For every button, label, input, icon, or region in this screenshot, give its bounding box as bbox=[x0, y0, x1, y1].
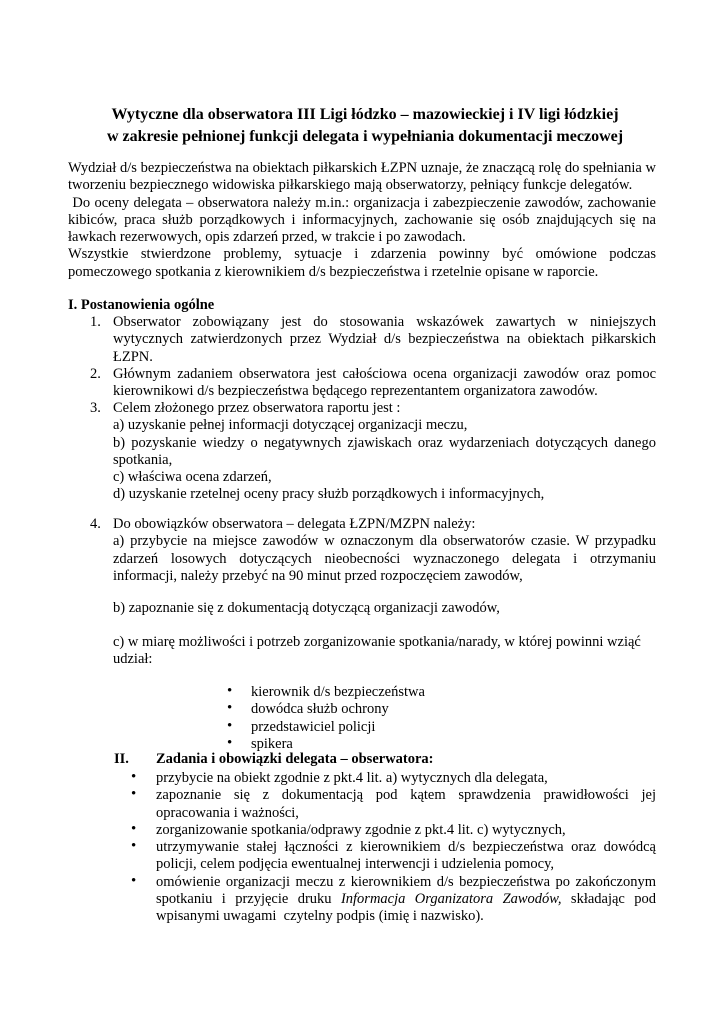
bullet-text: zorganizowanie spotkania/odprawy zgodnie z pkt.4 lit. c) wytycznych, bbox=[156, 821, 566, 838]
section-2-heading bbox=[114, 751, 674, 768]
bullet-icon: • bbox=[227, 700, 233, 717]
list-item-4-sub-c bbox=[68, 634, 656, 669]
list-item-3 bbox=[68, 400, 656, 504]
list-item-1 bbox=[68, 314, 656, 366]
title-line-1: Wytyczne dla obserwatora III Ligi łódzko – mazowieckiej i IV ligi łódzkiej bbox=[111, 106, 619, 123]
bullet-text-start: omówienie organizacji meczu z kierownikiem d/s bezpieczeństwa po zakończonym spotkaniu i przyjęcie druku bbox=[156, 873, 660, 908]
bullet-icon: • bbox=[131, 820, 137, 837]
bullet-icon: • bbox=[227, 683, 233, 699]
bullet-text: kierownik d/s bezpieczeństwa bbox=[251, 684, 425, 700]
item-sub-b: b) pozyskanie wiedzy o negatywnych zjawiskach oraz wydarzeniach dotyczących danego spotkania, bbox=[113, 434, 656, 468]
section-2-number: II. bbox=[114, 751, 129, 767]
bullet-item bbox=[124, 822, 656, 839]
item-sub-c: c) w miarę możliwości i potrzeb zorganizowanie spotkania/narady, w której powinni wziąć udział: bbox=[113, 634, 641, 668]
participants-bullet-list bbox=[224, 684, 524, 753]
list-item-4 bbox=[68, 516, 656, 585]
bullet-text: spikera bbox=[251, 735, 293, 752]
item-sub-c: c) właściwa ocena zdarzeń, bbox=[113, 469, 272, 486]
document-title bbox=[60, 104, 670, 148]
bullet-item bbox=[124, 787, 656, 822]
bullet-text: utrzymywanie stałej łączności z kierownikiem d/s bezpieczeństwa oraz dowódcą policji, celem podjęcia ewentualnej interwencji i udzielenia pomocy, bbox=[156, 839, 656, 873]
item-text: Obserwator zobowiązany jest do stosowania wskazówek zawartych w niniejszych wytycznych zatwierdzonych przez Wydział d/s bezpieczeństwa na obiektach piłkarskich ŁZPN. bbox=[113, 314, 656, 365]
bullet-text: przybycie na obiekt zgodnie z pkt.4 lit. a) wytycznych dla delegata, bbox=[156, 770, 548, 786]
intro-paragraph-1: Wydział d/s bezpieczeństwa na obiektach piłkarskich ŁZPN uznaje, że znaczącą rolę do spełniania w tworzeniu bezpiecznego widowiska piłkarskiego mają obserwatorzy, pełniący funkcje delegatów. bbox=[68, 160, 656, 194]
section-1-heading: I. Postanowienia ogólne bbox=[68, 297, 215, 313]
item-sub-a: a) przybycie na miejsce zawodów w oznaczonym dla obserwatorów czasie. W przypadku zdarzeń losowych dotyczących nieobecności wyznaczonego delegata i otrzymaniu informacji, należy przebyć na 90 minut przed rozpoczęciem zawodów, bbox=[113, 533, 656, 584]
item-text: Celem złożonego przez obserwatora raportu jest : bbox=[113, 400, 401, 416]
bullet-item bbox=[224, 684, 524, 701]
item-text: Głównym zadaniem obserwatora jest całościowa ocena organizacji zawodów oraz pomoc kierownikowi d/s bezpieczeństwa będącego reprezentantem organizatora zawodów. bbox=[113, 366, 656, 400]
bullet-item bbox=[224, 719, 524, 736]
bullet-icon: • bbox=[131, 769, 137, 785]
list-item-4-sub-b bbox=[68, 600, 656, 617]
item-number: 2. bbox=[90, 366, 101, 382]
intro-section bbox=[68, 160, 660, 281]
item-text: Do obowiązków obserwatora – delegata ŁZPN/MZPN należy: bbox=[113, 516, 476, 532]
intro-paragraph-2: Do oceny delegata – obserwatora należy m.in.: organizacja i zabezpieczenie zawodów, zachowanie kibiców, praca służb porządkowych i informacyjnych, zachowanie się osób znajdujących się na ławkach rezerwowych, opis zdarzeń przed, w trakcie i po zawodach. bbox=[68, 194, 660, 246]
item-sub-a: a) uzyskanie pełnej informacji dotyczącej organizacji meczu, bbox=[113, 417, 468, 434]
bullet-item bbox=[124, 770, 656, 787]
bullet-text-italic: Informacja Organizatora Zawodów, bbox=[340, 891, 562, 908]
bullet-icon: • bbox=[227, 717, 233, 734]
intro-paragraph-3: Wszystkie stwierdzone problemy, sytuacje i zdarzenia powinny być omówione podczas pomeczowego spotkania z kierownikiem d/s bezpieczeństwa i rzetelnie opisane w raporcie. bbox=[68, 246, 656, 280]
item-sub-b: b) zapoznanie się z dokumentacją dotyczącą organizacji zawodów, bbox=[113, 600, 500, 616]
duties-bullet-list bbox=[124, 769, 660, 926]
bullet-icon: • bbox=[227, 734, 233, 751]
bullet-text: dowódca służb ochrony bbox=[251, 701, 389, 718]
item-number: 1. bbox=[90, 314, 101, 330]
bullet-item bbox=[124, 872, 660, 926]
bullet-item bbox=[124, 839, 656, 874]
bullet-icon: • bbox=[131, 838, 137, 855]
bullet-text: zapoznanie się z dokumentacją pod kątem sprawdzenia prawidłowości jej opracowania i ważności, bbox=[156, 787, 656, 821]
bullet-item bbox=[224, 701, 524, 718]
bullet-text: przedstawiciel policji bbox=[251, 718, 376, 735]
item-sub-d: d) uzyskanie rzetelnej oceny pracy służb porządkowych i informacyjnych, bbox=[113, 486, 545, 503]
bullet-icon: • bbox=[131, 786, 137, 803]
item-number: 3. bbox=[90, 400, 101, 416]
title-line-2: w zakresie pełnionej funkcji delegata i wypełniania dokumentacji meczowej bbox=[106, 128, 624, 145]
list-item-2 bbox=[68, 366, 656, 401]
item-number: 4. bbox=[90, 516, 101, 532]
bullet-text-end: składając pod wpisanymi uwagami czytelny podpis (imię i nazwisko). bbox=[156, 891, 660, 925]
section-2-title: Zadania i obowiązki delegata – obserwatora: bbox=[156, 751, 434, 767]
bullet-icon: • bbox=[131, 872, 137, 889]
